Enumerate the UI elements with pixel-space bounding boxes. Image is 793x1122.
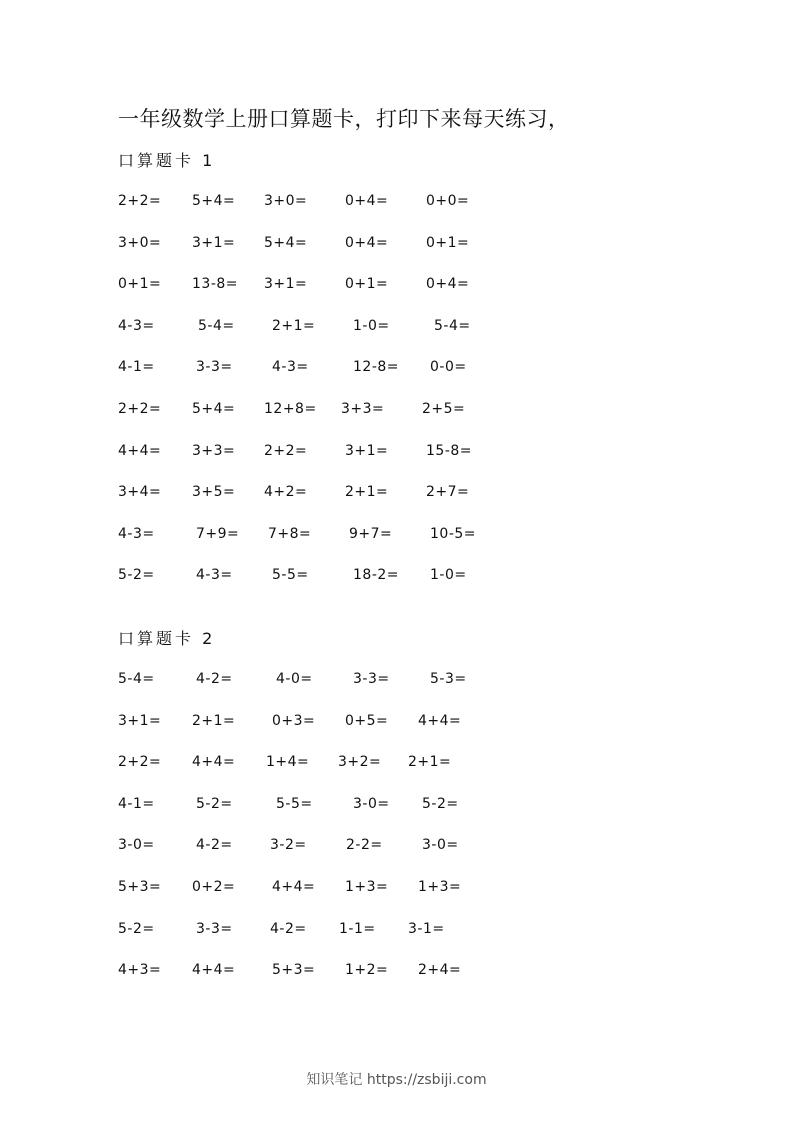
math-problem: 3+0=: [118, 234, 162, 251]
math-problem: 3+2=: [338, 754, 382, 771]
math-problem: 9+7=: [349, 525, 393, 542]
math-problem: 18-2=: [353, 567, 400, 584]
math-problem: 4+4=: [192, 962, 236, 979]
math-problem: 3+5=: [192, 484, 236, 501]
math-problem: 4+4=: [118, 442, 162, 459]
math-problem: 15-8=: [426, 442, 473, 459]
footer-watermark: 知识笔记 https://zsbiji.com: [306, 1072, 487, 1088]
math-problem: 12-8=: [353, 359, 400, 376]
math-problem: 1+4=: [266, 754, 310, 771]
math-problem: 0+4=: [426, 276, 470, 293]
math-problem: 4-1=: [118, 795, 155, 812]
math-problem: 4-3=: [118, 525, 155, 542]
math-problem: 5-2=: [422, 795, 459, 812]
math-problem: 1+2=: [345, 962, 389, 979]
math-problem: 13-8=: [192, 276, 239, 293]
math-problem: 2+2=: [118, 754, 162, 771]
problem-row: [118, 835, 518, 855]
math-problem: 2+1=: [192, 712, 236, 729]
math-problem: 2+1=: [345, 484, 389, 501]
math-problem: 3+0=: [264, 193, 308, 209]
math-problem: 3-3=: [196, 920, 233, 937]
problem-row: [118, 877, 518, 897]
math-problem: 3-3=: [196, 359, 233, 376]
math-problem: 2+2=: [264, 442, 308, 459]
math-problem: 1-0=: [353, 317, 390, 334]
card-heading: 口算题卡 2: [118, 629, 216, 648]
math-problem: 0+3=: [272, 712, 316, 729]
math-problem: 7+8=: [268, 525, 312, 542]
math-problem: 4-0=: [276, 671, 313, 687]
math-problem: 3+4=: [118, 484, 162, 501]
problem-row: [118, 399, 518, 419]
math-problem: 2+2=: [118, 401, 162, 417]
math-problem: 1-0=: [430, 567, 467, 584]
math-problem: 5-4=: [434, 317, 471, 334]
math-problem: 3+1=: [118, 712, 162, 729]
math-problem: 2+1=: [272, 317, 316, 334]
math-problem: 0+1=: [345, 276, 389, 293]
math-problem: 3-3=: [353, 671, 390, 687]
card-heading: 口算题卡 1: [118, 151, 216, 170]
problem-row: [118, 191, 518, 211]
math-problem: 5+3=: [272, 962, 316, 979]
math-problem: 3+3=: [341, 401, 385, 417]
math-problem: 3-1=: [408, 920, 445, 937]
math-problem: 5-5=: [272, 567, 309, 584]
math-problem: 0-0=: [430, 359, 467, 376]
math-problem: 0+1=: [426, 234, 470, 251]
math-problem: 3-0=: [118, 837, 155, 854]
math-problem: 5-2=: [118, 567, 155, 584]
math-problem: 1-1=: [339, 920, 376, 937]
math-problem: 3+1=: [192, 234, 236, 251]
math-problem: 4+4=: [418, 712, 462, 729]
problem-row: [118, 316, 518, 336]
problem-row: [118, 233, 518, 253]
math-problem: 5-2=: [118, 920, 155, 937]
math-problem: 2+4=: [418, 962, 462, 979]
math-problem: 3+1=: [264, 276, 308, 293]
math-problem: 4+4=: [192, 754, 236, 771]
math-problem: 4+3=: [118, 962, 162, 979]
math-problem: 0+0=: [426, 193, 470, 209]
math-problem: 5-3=: [430, 671, 467, 687]
math-problem: 2+2=: [118, 193, 162, 209]
math-problem: 4-3=: [272, 359, 309, 376]
problem-row: [118, 669, 518, 689]
math-problem: 5-5=: [276, 795, 313, 812]
math-problem: 2+1=: [408, 754, 452, 771]
problem-row: [118, 711, 518, 731]
problem-row: [118, 482, 518, 502]
math-problem: 2+5=: [422, 401, 466, 417]
math-problem: 5-2=: [196, 795, 233, 812]
problem-row: [118, 752, 518, 772]
math-problem: 5+3=: [118, 879, 162, 895]
problem-row: [118, 357, 518, 377]
math-problem: 0+4=: [345, 193, 389, 209]
math-problem: 4+4=: [272, 879, 316, 895]
math-problem: 3-2=: [270, 837, 307, 854]
math-problem: 7+9=: [196, 525, 240, 542]
problem-row: [118, 919, 518, 939]
math-problem: 4-3=: [118, 317, 155, 334]
math-problem: 0+2=: [192, 879, 236, 895]
math-problem: 4-2=: [196, 837, 233, 854]
math-problem: 3-0=: [422, 837, 459, 854]
math-problem: 1+3=: [345, 879, 389, 895]
math-problem: 4+2=: [264, 484, 308, 501]
math-problem: 1+3=: [418, 879, 462, 895]
math-problem: 5-4=: [118, 671, 155, 687]
math-problem: 0+1=: [118, 276, 162, 293]
math-problem: 2+7=: [426, 484, 470, 501]
math-problem: 4-2=: [270, 920, 307, 937]
math-problem: 4-2=: [196, 671, 233, 687]
math-problem: 3+1=: [345, 442, 389, 459]
problem-row: [118, 960, 518, 980]
math-problem: 4-3=: [196, 567, 233, 584]
math-problem: 3-0=: [353, 795, 390, 812]
problem-row: [118, 565, 518, 585]
problem-row: [118, 274, 518, 294]
problem-row: [118, 794, 518, 814]
page-title: 一年级数学上册口算题卡，打印下来每天练习，: [118, 107, 570, 131]
problem-row: [118, 524, 518, 544]
math-problem: 4-1=: [118, 359, 155, 376]
math-problem: 0+4=: [345, 234, 389, 251]
math-problem: 5-4=: [198, 317, 235, 334]
math-problem: 2-2=: [346, 837, 383, 854]
math-problem: 5+4=: [192, 193, 236, 209]
math-problem: 10-5=: [430, 525, 477, 542]
math-problem: 5+4=: [264, 234, 308, 251]
math-problem: 3+3=: [192, 442, 236, 459]
problem-row: [118, 441, 518, 461]
math-problem: 5+4=: [192, 401, 236, 417]
math-problem: 12+8=: [264, 401, 317, 417]
math-problem: 0+5=: [345, 712, 389, 729]
